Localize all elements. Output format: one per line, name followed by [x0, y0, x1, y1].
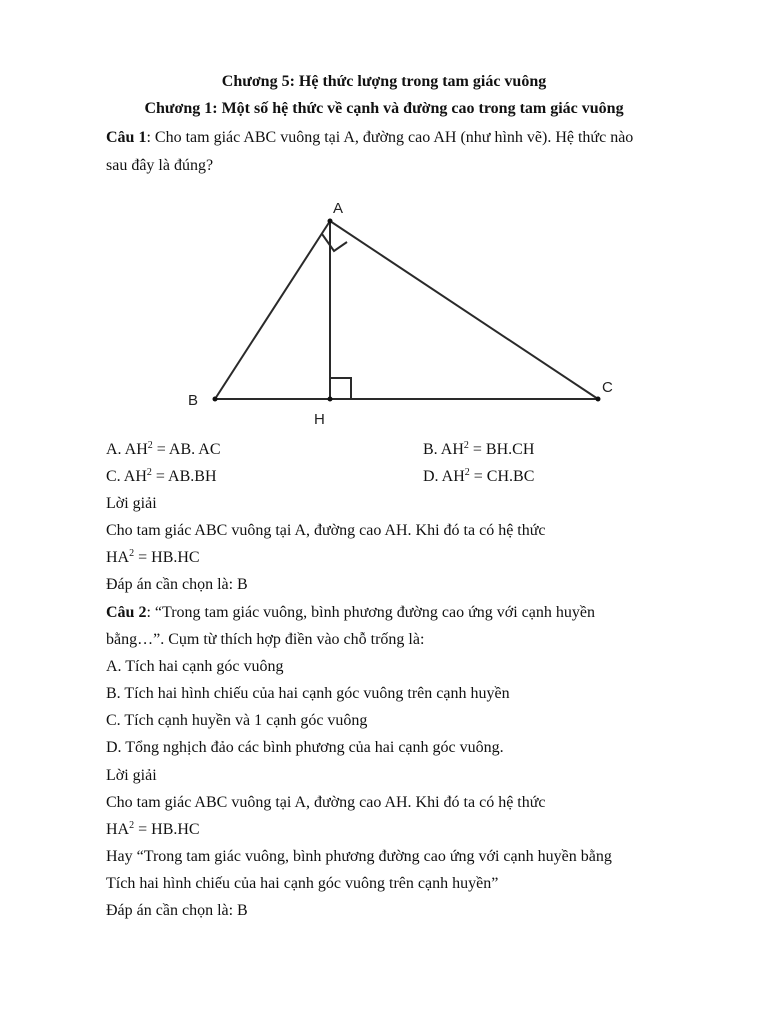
- answer-1: Đáp án cần chọn là: B: [106, 576, 248, 593]
- q2-option-b: B. Tích hai hình chiếu của hai cạnh góc vuông trên cạnh huyền: [106, 685, 510, 702]
- solution-2-conclusion-cont: Tích hai hình chiếu của hai cạnh góc vuông trên cạnh huyền”: [106, 875, 499, 892]
- right-angle-mark-h: [330, 378, 351, 399]
- question-2-text: Câu 2: “Trong tam giác vuông, bình phương đường cao ứng với cạnh huyền: [106, 604, 595, 621]
- q2-option-a: A. Tích hai cạnh góc vuông: [106, 658, 284, 675]
- chapter-title: Chương 5: Hệ thức lượng trong tam giác vuông: [221, 73, 547, 90]
- option-c: C. $AH^2 = AB.BH$: [106, 467, 217, 485]
- q2-option-c: C. Tích cạnh huyền và 1 cạnh góc vuông: [106, 712, 368, 729]
- vertex-label-c: C: [602, 379, 613, 396]
- question-1-text-cont: sau đây là đúng?: [106, 157, 214, 174]
- solution-2-formula: $HA^2 = HB.HC$: [106, 820, 200, 838]
- solution-2-conclusion: Hay “Trong tam giác vuông, bình phương đường cao ứng với cạnh huyền bằng: [106, 848, 612, 865]
- q2-option-d: D. Tổng nghịch đảo các bình phương của hai cạnh góc vuông.: [106, 739, 504, 756]
- vertex-label-b: B: [188, 392, 199, 409]
- solution-1-formula: $HA^2 = HB.HC$: [106, 548, 200, 566]
- section-title: Chương 1: Một số hệ thức về cạnh và đường cao trong tam giác vuông: [144, 100, 624, 117]
- solution-heading-2: Lời giải: [106, 767, 157, 784]
- solution-2-text: Cho tam giác ABC vuông tại A, đường cao AH. Khi đó ta có hệ thức: [106, 794, 546, 811]
- option-d: D. $AH^2 = CH.BC$: [423, 467, 535, 485]
- vertex-label-h: H: [314, 411, 325, 428]
- vertex-label-a: A: [333, 200, 344, 217]
- solution-1-text: Cho tam giác ABC vuông tại A, đường cao AH. Khi đó ta có hệ thức: [106, 522, 546, 539]
- solution-heading-1: Lời giải: [106, 495, 157, 512]
- option-b: B. $AH^2 = BH.CH$: [423, 440, 535, 458]
- question-2-text-cont: bằng…”. Cụm từ thích hợp điền vào chỗ trống là:: [106, 631, 425, 648]
- question-1-text: Câu 1: Cho tam giác ABC vuông tại A, đường cao AH (như hình vẽ). Hệ thức nào: [106, 129, 634, 146]
- side-ac: [330, 221, 598, 399]
- answer-2: Đáp án cần chọn là: B: [106, 902, 248, 919]
- right-angle-mark-a: [322, 234, 347, 251]
- question-2-label: Câu 2: [106, 604, 147, 621]
- question-1-label: Câu 1: [106, 129, 147, 146]
- option-a: A. $AH^2$ = AB. AC: [106, 440, 221, 458]
- side-ab: [215, 221, 330, 399]
